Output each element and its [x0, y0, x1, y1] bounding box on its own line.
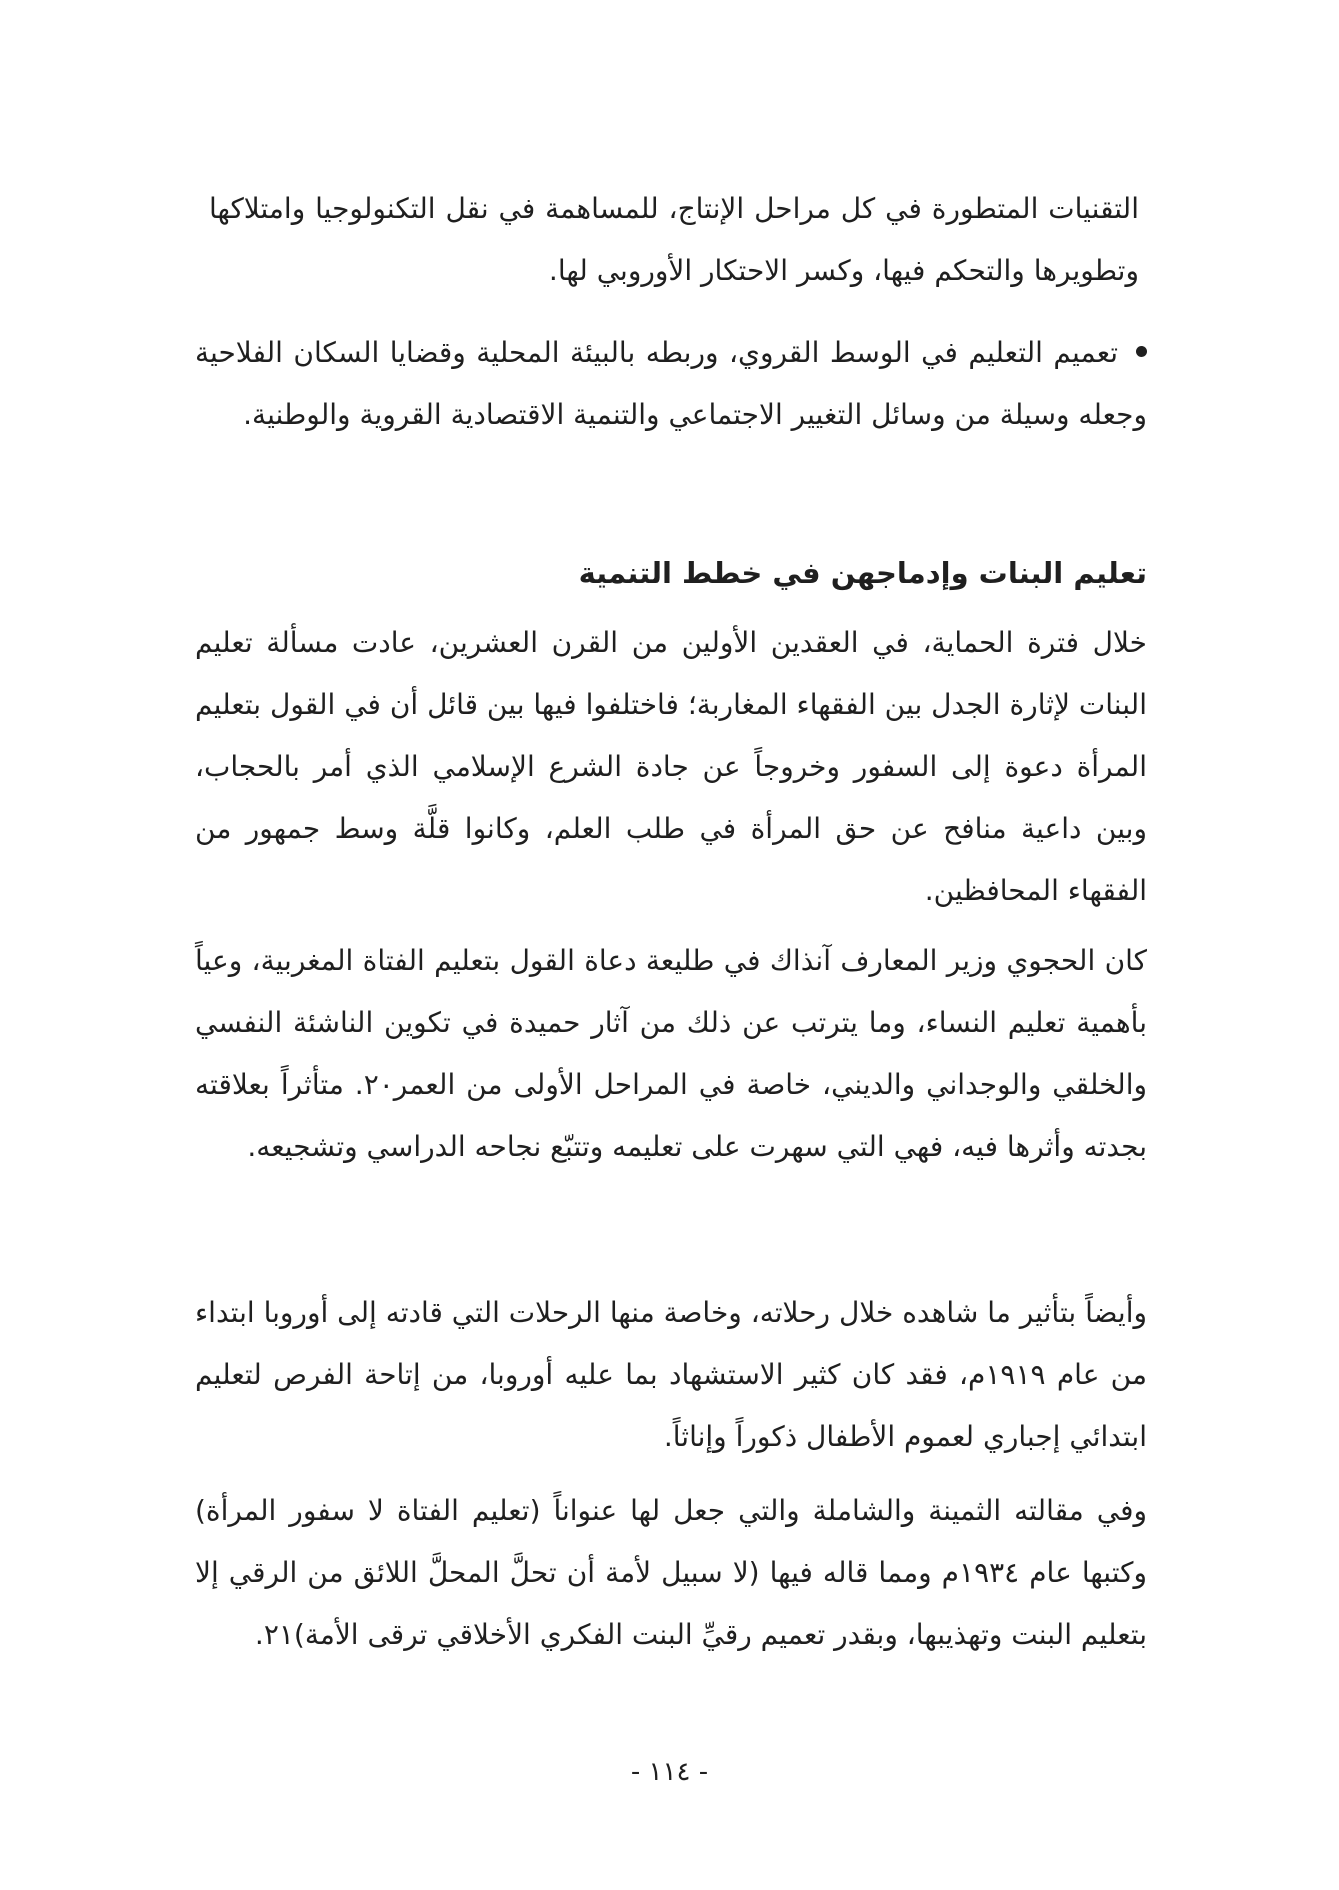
body-paragraph: خلال فترة الحماية، في العقدين الأولين من القرن العشرين، عادت مسألة تعليم البنات لإثارة الجدل بين الفقهاء المغاربة؛ فاختلفوا فيها بين قائل أن في القول بتعليم المرأة دعوة إلى السفور وخروجاً عن جادة الشرع الإسلامي الذي أمر بالحجاب، وبين داعية منافح عن حق المرأة في طلب العلم، وكانوا قلَّة وسط جمهور من الفقهاء المحافظين. [195, 626, 1147, 907]
body-paragraph: وفي مقالته الثمينة والشاملة والتي جعل لها عنواناً (تعليم الفتاة لا سفور المرأة) وكتبها عام ١٩٣٤م ومما قاله فيها (لا سبيل لأمة أن تحلَّ المحلَّ اللائق من الرقي إلا بتعليم البنت وتهذيبها، وبقدر تعميم رقيِّ البنت الفكري الأخلاقي ترقى الأمة)٢١. [195, 1494, 1148, 1651]
bullet-icon [1136, 346, 1147, 357]
section-heading: تعليم البنات وإدماجهن في خطط التنمية [578, 556, 1147, 590]
bullet-list-item [195, 322, 1147, 446]
body-paragraph: كان الحجوي وزير المعارف آنذاك في طليعة دعاة القول بتعليم الفتاة المغربية، وعياً بأهمية تعليم النساء، وما يترتب عن ذلك من آثار حميدة في تكوين الناشئة النفسي والخلقي والوجداني والديني، خاصة في المراحل الأولى من العمر٢٠. متأثراً بعلاقته بجدته وأثرها فيه، فهي التي سهرت على تعليمه وتتبّع نجاحه الدراسي وتشجيعه. [195, 944, 1147, 1163]
continuation-paragraph: التقنيات المتطورة في كل مراحل الإنتاج، للمساهمة في نقل التكنولوجيا وامتلاكها وتطويرها والتحكم فيها، وكسر الاحتكار الأوروبي لها. [209, 192, 1139, 287]
page-number: - ١١٤ - [630, 1757, 709, 1787]
body-paragraph: وأيضاً بتأثير ما شاهده خلال رحلاته، وخاصة منها الرحلات التي قادته إلى أوروبا ابتداء من عام ١٩١٩م، فقد كان كثير الاستشهاد بما عليه أوروبا، من إتاحة الفرص لتعليم ابتدائي إجباري لعموم الأطفال ذكوراً وإناثاً. [195, 1296, 1147, 1453]
bullet-item-text: تعميم التعليم في الوسط القروي، وربطه بالبيئة المحلية وقضايا السكان الفلاحية وجعله وسيلة من وسائل التغيير الاجتماعي والتنمية الاقتصادية القروية والوطنية. [195, 336, 1147, 431]
